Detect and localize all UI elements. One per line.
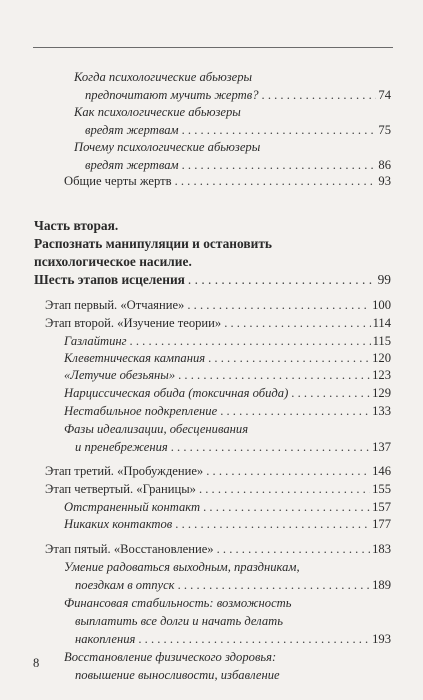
leader-dots bbox=[178, 366, 370, 384]
toc-page-number: 86 bbox=[378, 158, 391, 172]
toc-entry-line: Почему психологические абьюзеры bbox=[74, 140, 261, 154]
part-heading-line: Часть вторая. bbox=[34, 218, 119, 233]
toc-page-number: 74 bbox=[378, 88, 391, 102]
leader-dots bbox=[224, 314, 370, 332]
toc-entry-title: и пренебрежения bbox=[75, 440, 168, 454]
toc-entry-title: вредят жертвам bbox=[85, 158, 179, 172]
part-heading-title: Шесть этапов исцеления bbox=[34, 272, 185, 287]
toc-entry bbox=[45, 314, 391, 332]
leader-dots bbox=[203, 498, 370, 516]
toc-entry bbox=[85, 86, 391, 104]
leader-dots bbox=[199, 480, 370, 498]
toc-entry-title: Этап пятый. «Восстановление» bbox=[45, 542, 214, 556]
leader-dots bbox=[175, 172, 377, 190]
toc-entry bbox=[45, 462, 391, 480]
toc-entry-line: Умение радоваться выходным, праздникам, bbox=[64, 560, 300, 574]
toc-entry-title: Никаких контактов bbox=[64, 517, 173, 531]
toc-page-number: 93 bbox=[378, 174, 391, 188]
toc-entry-title: накопления bbox=[75, 632, 136, 646]
toc-entry bbox=[45, 540, 391, 558]
toc-entry-line: выплатить все долги и начать делать bbox=[75, 614, 283, 628]
toc-entry-title: Газлайтинг bbox=[64, 334, 127, 348]
leader-dots bbox=[217, 540, 371, 558]
leader-dots bbox=[175, 515, 370, 533]
toc-page-number: 189 bbox=[372, 578, 391, 592]
toc-page-number: 157 bbox=[372, 500, 391, 514]
toc-entry-line: Фазы идеализации, обесценивания bbox=[64, 422, 249, 436]
toc-entry-title: Нестабильное подкрепление bbox=[64, 404, 218, 418]
leader-dots bbox=[220, 402, 370, 420]
toc-entry-line: Когда психологические абьюзеры bbox=[74, 70, 253, 84]
toc-entry-line: Финансовая стабильность: возможность bbox=[64, 596, 292, 610]
toc-page-number: 146 bbox=[372, 464, 391, 478]
toc-entry bbox=[34, 271, 391, 289]
toc-entry-title: Общие черты жертв bbox=[64, 174, 172, 188]
toc-page-number: 193 bbox=[372, 632, 391, 646]
toc-page-number: 120 bbox=[372, 351, 391, 365]
leader-dots bbox=[178, 576, 371, 594]
toc-entry bbox=[45, 480, 391, 498]
toc-page-number: 137 bbox=[372, 440, 391, 454]
toc-entry-title: Отстраненный контакт bbox=[64, 500, 201, 514]
toc-page-number: 99 bbox=[377, 272, 391, 287]
leader-dots bbox=[262, 86, 377, 104]
leader-dots bbox=[208, 349, 370, 367]
toc-entry-title: предпочитают мучить жертв? bbox=[85, 88, 259, 102]
toc-entry-line: Как психологические абьюзеры bbox=[74, 105, 241, 119]
leader-dots bbox=[182, 121, 377, 139]
toc-entry bbox=[85, 121, 391, 139]
toc-entry bbox=[64, 332, 391, 350]
toc-entry-title: вредят жертвам bbox=[85, 123, 179, 137]
toc-entry-title: Клеветническая кампания bbox=[64, 351, 206, 365]
toc-entry bbox=[64, 515, 391, 533]
toc-entry-title: поездкам в отпуск bbox=[75, 578, 175, 592]
toc-page-number: 155 bbox=[372, 482, 391, 496]
toc-page-number: 75 bbox=[378, 123, 391, 137]
toc-page-number: 123 bbox=[372, 368, 391, 382]
toc-entry bbox=[64, 349, 391, 367]
toc-page-number: 100 bbox=[372, 298, 391, 312]
toc-entry bbox=[75, 438, 391, 456]
toc-page-number: 133 bbox=[372, 404, 391, 418]
part-heading-line: психологическое насилие. bbox=[34, 254, 192, 269]
part-heading-line: Распознать манипуляции и остановить bbox=[34, 236, 272, 251]
leader-dots bbox=[291, 384, 370, 402]
header-rule bbox=[33, 47, 393, 48]
page-number: 8 bbox=[33, 656, 40, 670]
toc-entry-title: Нарциссическая обида (токсичная обида) bbox=[64, 386, 289, 400]
toc-entry-title: Этап первый. «Отчаяние» bbox=[45, 298, 185, 312]
toc-entry bbox=[75, 576, 391, 594]
toc-page-number: 129 bbox=[372, 386, 391, 400]
toc-entry-line: повышение выносливости, избавление bbox=[75, 668, 280, 682]
toc-entry bbox=[64, 498, 391, 516]
toc-entry-title: Этап второй. «Изучение теории» bbox=[45, 316, 222, 330]
toc-entry-title: Этап третий. «Пробуждение» bbox=[45, 464, 204, 478]
leader-dots bbox=[188, 271, 376, 289]
toc-entry bbox=[64, 366, 391, 384]
toc-entry-line: Восстановление физического здоровья: bbox=[64, 650, 277, 664]
leader-dots bbox=[138, 630, 370, 648]
leader-dots bbox=[187, 296, 370, 314]
leader-dots bbox=[171, 438, 370, 456]
toc-entry-title: «Летучие обезьяны» bbox=[64, 368, 176, 382]
toc-page-number: 114 bbox=[372, 316, 391, 330]
leader-dots bbox=[130, 332, 371, 350]
toc-entry bbox=[64, 172, 391, 190]
leader-dots bbox=[206, 462, 370, 480]
toc-entry-title: Этап четвертый. «Границы» bbox=[45, 482, 196, 496]
toc-page-number: 177 bbox=[372, 517, 391, 531]
toc-page-number: 115 bbox=[372, 334, 391, 348]
toc-entry bbox=[64, 402, 391, 420]
toc-page-number: 183 bbox=[372, 542, 391, 556]
toc-entry bbox=[64, 384, 391, 402]
toc-entry bbox=[45, 296, 391, 314]
toc-entry bbox=[75, 630, 391, 648]
